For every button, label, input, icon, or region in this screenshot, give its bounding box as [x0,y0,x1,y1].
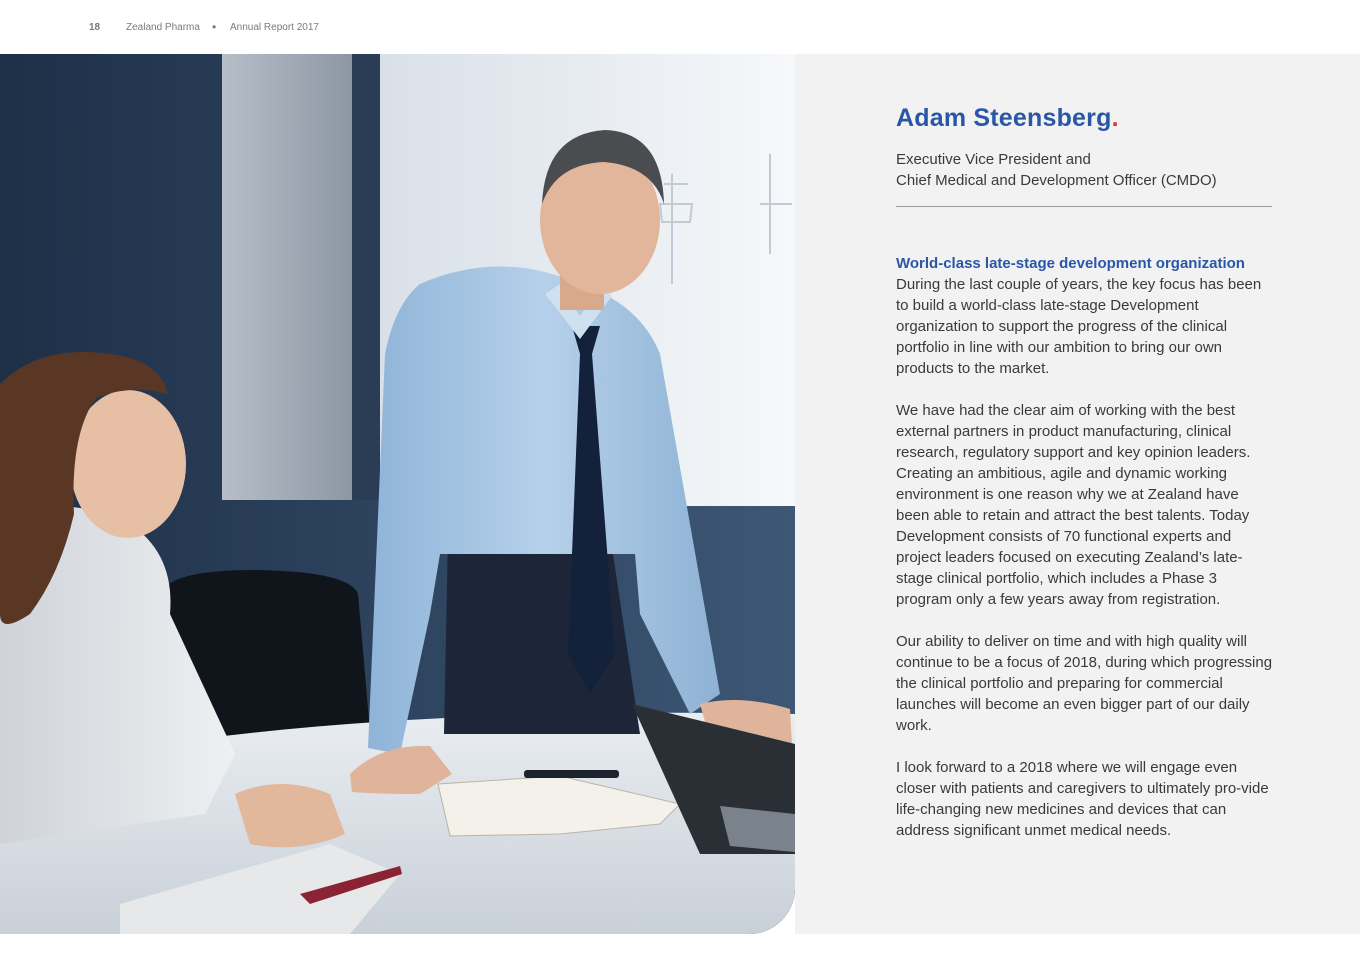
report-title: Annual Report 2017 [230,22,319,33]
person-title [896,149,1276,191]
page-number: 18 [89,22,101,33]
paragraph: Our ability to deliver on time and with high quality will continue to be a focus of 2018, during which progressing the clinical portfolio and preparing for commercial launches will become an even bigger part of our daily work. [896,633,1273,734]
paragraph: We have had the clear aim of working with the best external partners in product manufacturing, clinical research, regulatory support and key opinion leaders. Creating an ambitious, agile and dynamic working environment is one reason why we at Zealand have been able to retain and attract the best talents. Today Development consists of 70 functional experts and project leaders focused on executing Zealand’s late-stage clinical portfolio, which includes a Phase 3 program only a few years away from registration. [896,402,1251,608]
person-name: Adam Steensberg. [896,104,1119,132]
title-line: Executive Vice President and [896,151,1091,168]
divider [896,206,1272,207]
section-heading: World-class late-stage development organization [896,255,1245,272]
article-body [896,253,1276,841]
office-meeting-photo [0,54,795,934]
header-separator: • [212,20,217,34]
name-accent-dot: . [1111,104,1119,132]
title-line: Chief Medical and Development Officer (CMDO) [896,172,1217,189]
paragraph: During the last couple of years, the key focus has been to build a world-class late-stage Development organization to support the progress of the clinical portfolio in line with our ambition to bring our own products to the market. [896,276,1262,377]
page-header [0,0,1360,54]
company-name: Zealand Pharma [126,22,200,33]
paragraph: I look forward to a 2018 where we will engage even closer with patients and caregivers to ultimately pro-vide life-changing new medicines and devices that can address significant unmet medical needs. [896,759,1269,839]
